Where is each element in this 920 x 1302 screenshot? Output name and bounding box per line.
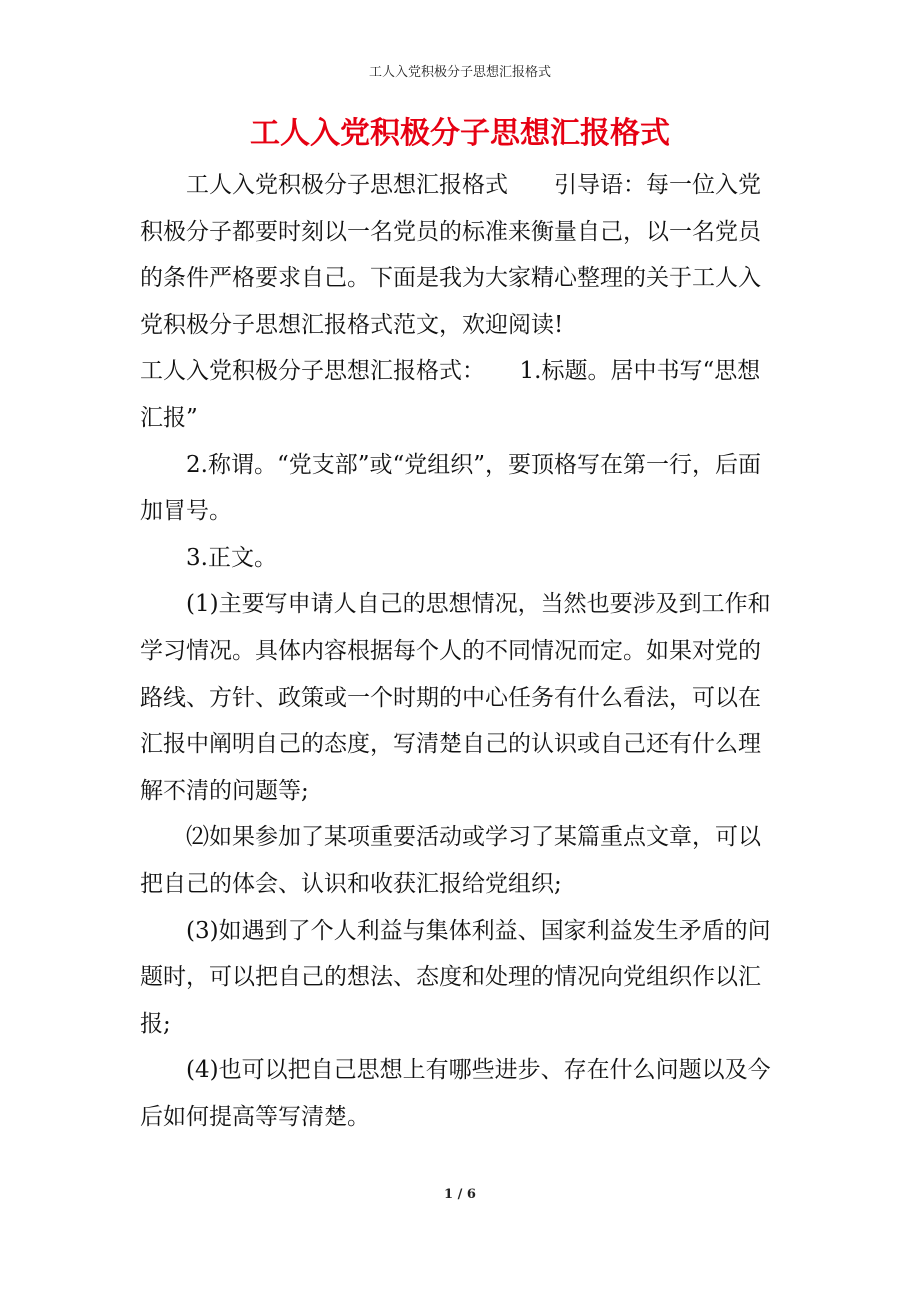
paragraph-format-title: 工人入党积极分子思想汇报格式： 1.标题。居中书写“思想汇报” <box>140 358 761 431</box>
paragraph-item-3: (3)如遇到了个人利益与集体利益、国家利益发生矛盾的问题时，可以把自己的想法、态度和处理的情况向党组织作以汇报; <box>140 917 771 1037</box>
paragraph-intro: 工人入党积极分子思想汇报格式 引导语：每一位入党积极分子都要时刻以一名党员的标准来衡量自己，以一名党员的条件严格要求自己。下面是我为大家精心整理的关于工人入党积极分子思想汇报格式范文，欢迎阅读! <box>140 172 761 338</box>
running-header: 工人入党积极分子思想汇报格式 <box>368 65 551 80</box>
paragraph-body-heading: 3.正文。 <box>186 544 277 571</box>
document-body <box>140 162 780 1140</box>
paragraph-salutation: 2.称谓。“党支部”或“党组织”，要顶格写在第一行，后面加冒号。 <box>140 451 761 525</box>
paragraph-item-4: (4)也可以把自己思想上有哪些进步、存在什么问题以及今后如何提高等写清楚。 <box>140 1057 771 1130</box>
document-title: 工人入党积极分子思想汇报格式 <box>250 116 670 151</box>
paragraph-item-1: (1)主要写申请人自己的思想情况，当然也要涉及到工作和学习情况。具体内容根据每个人的不同情况而定。如果对党的路线、方针、政策或一个时期的中心任务有什么看法，可以在汇报中阐明自己的态度，写清楚自己的认识或自己还有什么理解不清的问题等; <box>140 591 771 804</box>
paragraph-item-2: ⑵如果参加了某项重要活动或学习了某篇重点文章，可以把自己的体会、认识和收获汇报给党组织; <box>140 824 761 897</box>
page-number: 1 / 6 <box>444 1187 476 1202</box>
